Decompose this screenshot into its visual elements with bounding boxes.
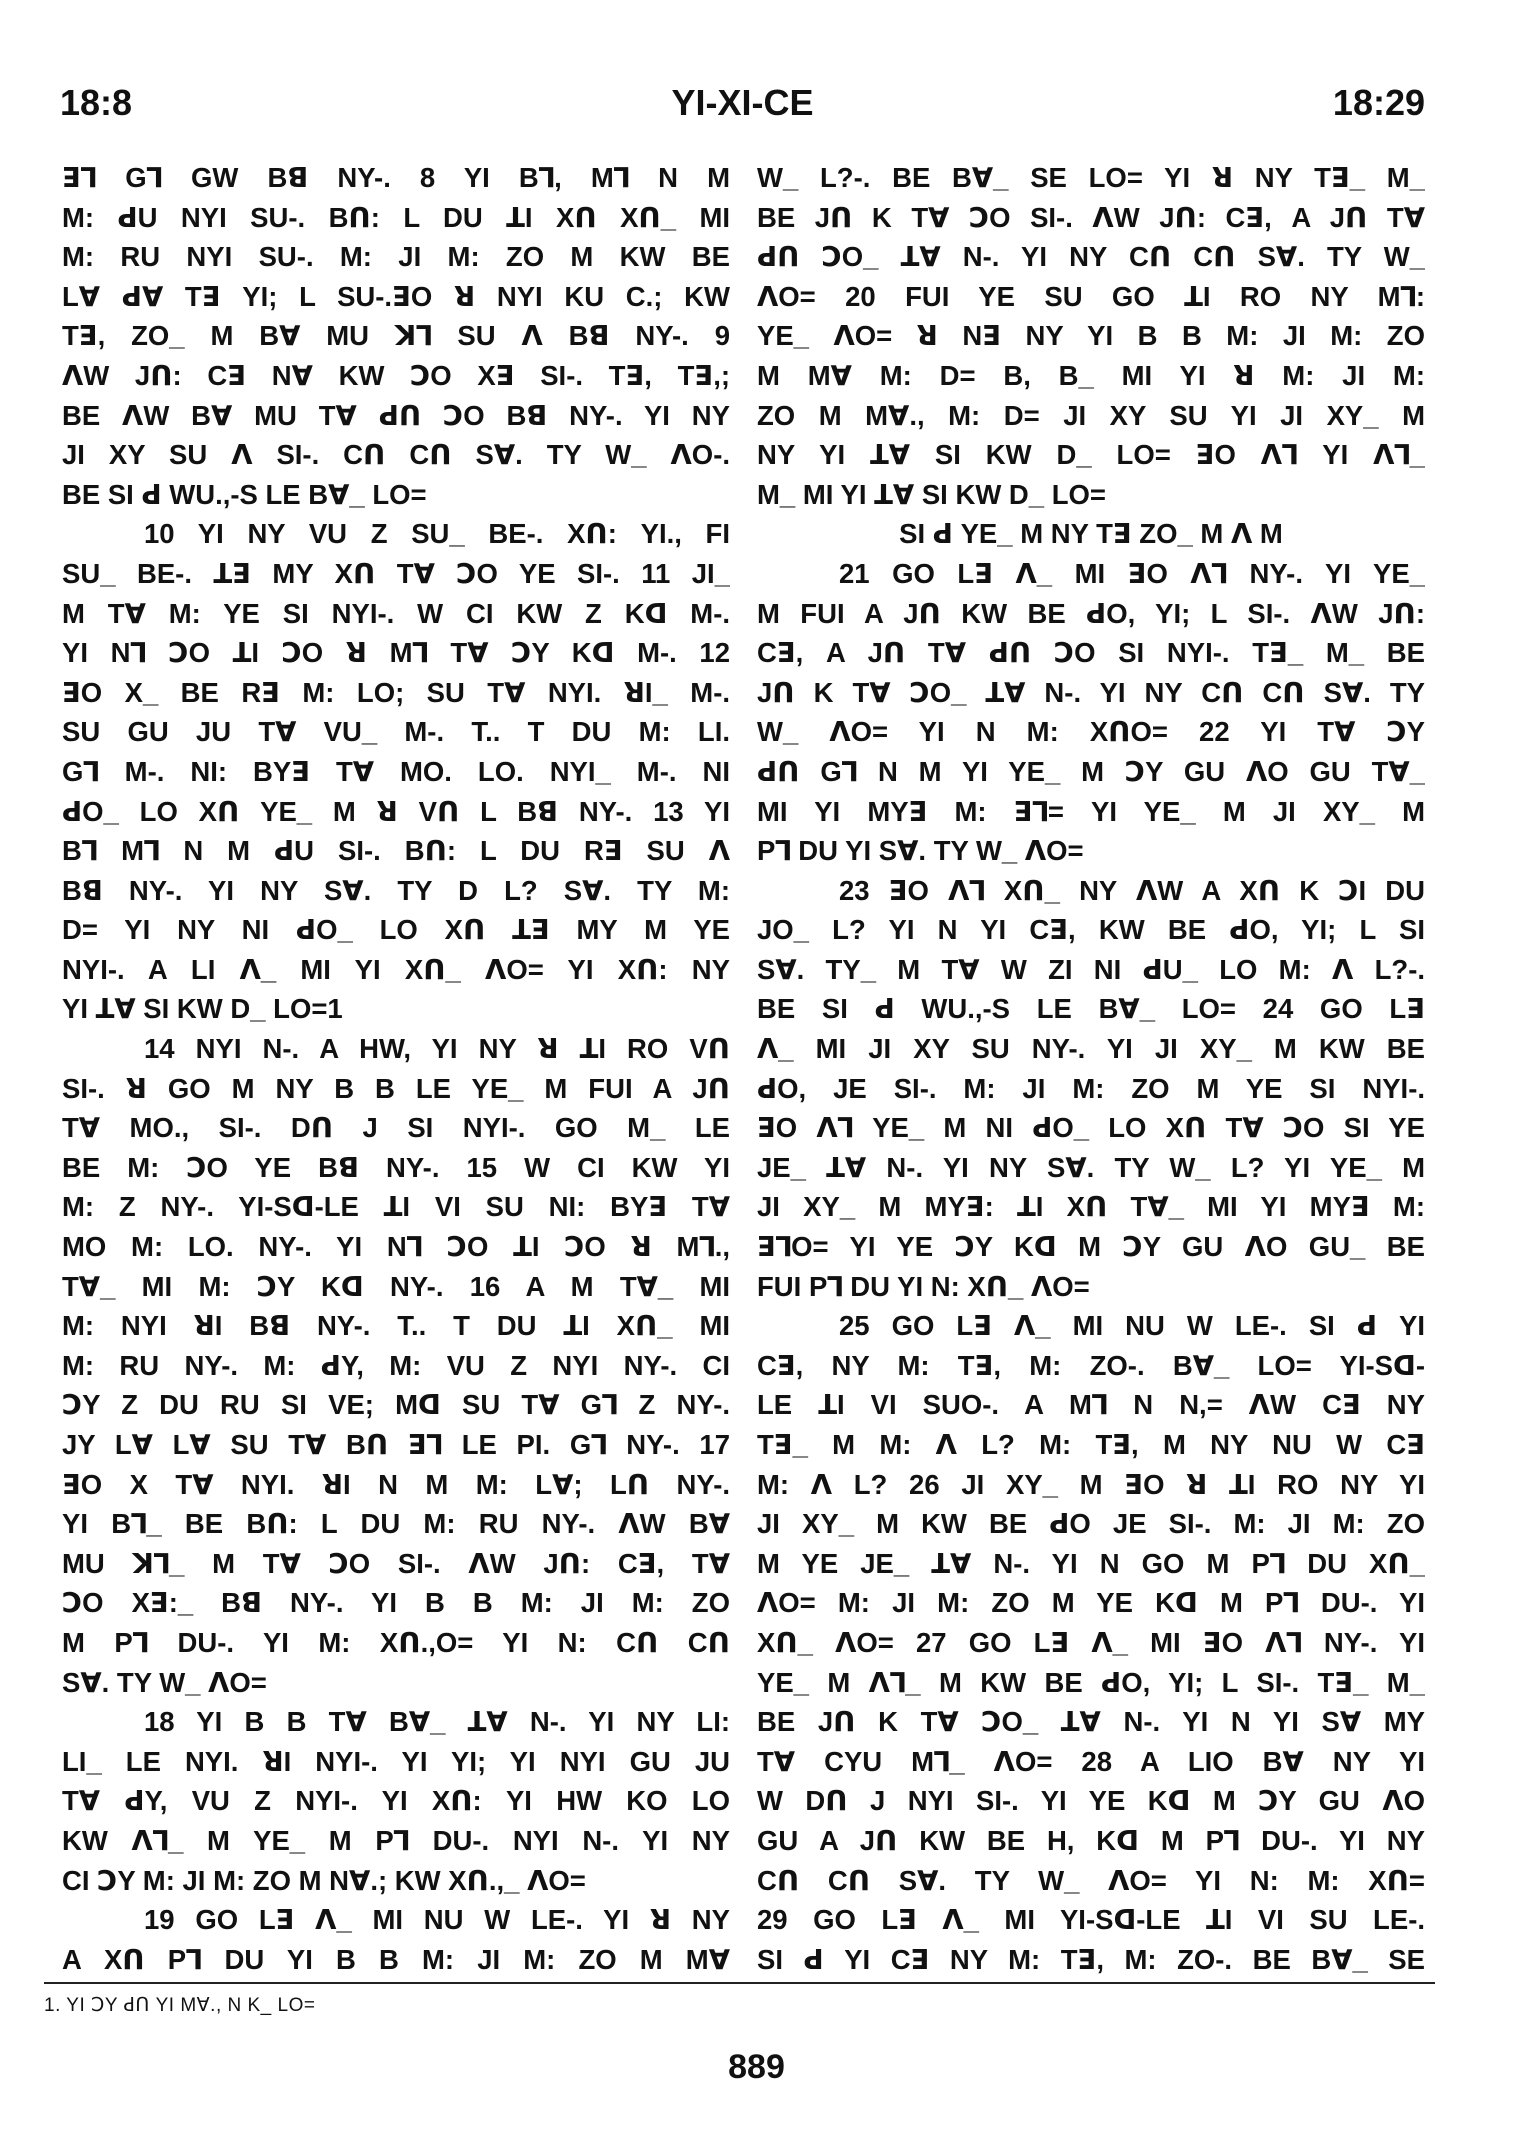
text-line: ꓒꓵ ꓛO_ ꓕꓯ N-. YI NY Cꓵ Cꓵ Sꓯ. TY W_	[757, 241, 1425, 273]
text-line: W_ ꓥO= YI N M: XꓵO= 22 YI Tꓯ ꓛY	[757, 716, 1425, 748]
text-line: Tꓱ, ZO_ M Bꓯ MU ꓘꓶ SU ꓥ Bꓭ NY-. 9	[62, 320, 730, 352]
header-chapter-verse-end: 18:29	[1332, 82, 1425, 123]
text-line: 18 YI B B Tꓯ Bꓯ_ ꓕꓯ N-. YI NY LI:	[144, 1706, 730, 1738]
section-heading: SI ꓒ YE_ M NY Tꓱ ZO_ M ꓥ M	[899, 518, 1283, 550]
text-line: D= YI NY NI ꓒO_ LO Xꓵ ꓕꓱ MY M YE	[62, 914, 730, 946]
text-line: SU GU JU Tꓯ VU_ M-. T.. T DU M: LI.	[62, 716, 730, 748]
text-line: JI XY_ M KW BE ꓒO JE SI-. M: JI M: ZO	[757, 1508, 1425, 1540]
text-line: M YE JE_ ꓕꓯ N-. YI N GO M Pꓶ DU Xꓵ_	[757, 1547, 1425, 1579]
text-line: JI XY_ M MYꓱ: ꓕI Xꓵ Tꓯ_ MI YI MYꓱ M:	[757, 1191, 1425, 1223]
text-line: A Xꓵ Pꓶ DU YI B B M: JI M: ZO M Mꓯ	[62, 1943, 730, 1975]
page-header	[60, 82, 1425, 134]
text-line: NYI-. A LI ꓥ_ MI YI Xꓵ_ ꓥO= YI Xꓵ: NY	[62, 953, 730, 985]
text-line: M Mꓯ M: D= B, B_ MI YI ꓤ M: JI M:	[757, 359, 1425, 391]
text-line: LI_ LE NYI. ꓤI NYI-. YI YI; YI NYI GU JU	[62, 1745, 730, 1777]
text-line: Lꓯ ꓒꓯ Tꓱ YI; L SU-.ꓱO ꓤ NYI KU C.; KW	[62, 280, 730, 312]
header-chapter-verse-start: 18:8	[60, 82, 133, 123]
text-line: ꓥO= 20 FUI YE SU GO ꓕI RO NY Mꓶ:	[757, 280, 1425, 312]
text-line: M Pꓶ DU-. YI M: Xꓵ.,O= YI N: Cꓵ Cꓵ	[62, 1626, 730, 1658]
text-line: Cꓱ, A Jꓵ Tꓯ ꓒꓵ ꓛO SI NYI-. Tꓱ_ M_ BE	[757, 637, 1425, 669]
text-line: JO_ L? YI N YI Cꓱ, KW BE ꓒO, YI; L SI	[757, 914, 1425, 946]
text-line: M: RU NYI SU-. M: JI M: ZO M KW BE	[62, 241, 730, 273]
text-line: SI ꓒ YI Cꓱ NY M: Tꓱ, M: ZO-. BE Bꓯ_ SE	[757, 1943, 1425, 1975]
footnote: 1. YI ꓛY ꓒꓵ YI Mꓯ., N K_ LO=	[44, 1995, 316, 2016]
text-line: M_ MI YI ꓕꓯ SI KW D_ LO=	[757, 478, 1106, 510]
text-line: CI ꓛY M: JI M: ZO M Nꓯ.; KW Xꓵ.,_ ꓥO=	[62, 1864, 586, 1896]
text-line: JY Lꓯ Lꓯ SU Tꓯ Bꓵ ꓱꓶ LE PI. Gꓶ NY-. 17	[62, 1429, 730, 1460]
text-line: Jꓵ K Tꓯ ꓛO_ ꓕꓯ N-. YI NY Cꓵ Cꓵ Sꓯ. TY	[757, 676, 1425, 708]
text-line: Cꓵ Cꓵ Sꓯ. TY W_ ꓥO= YI N: M: Xꓵ=	[757, 1864, 1425, 1896]
text-line: ZO M Mꓯ., M: D= JI XY SU YI JI XY_ M	[757, 399, 1425, 431]
text-line: Xꓵ_ ꓥO= 27 GO Lꓱ ꓥ_ MI ꓱO ꓥꓶ NY-. YI	[757, 1626, 1425, 1658]
text-line: M: ꓒU NYI SU-. Bꓵ: L DU ꓕI Xꓵ Xꓵ_ MI	[62, 201, 730, 233]
text-line: YI Nꓶ ꓛO ꓕI ꓛO ꓤ Mꓶ Tꓯ ꓛY Kꓷ M-. 12	[62, 637, 730, 669]
text-line: 21 GO Lꓱ ꓥ_ MI ꓱO ꓥꓶ NY-. YI YE_	[839, 557, 1425, 589]
text-line: MO M: LO. NY-. YI Nꓶ ꓛO ꓕI ꓛO ꓤ Mꓶ.,	[62, 1231, 730, 1263]
text-line: LE ꓕI VI SUO-. A Mꓶ N N,= ꓥW Cꓱ NY	[757, 1389, 1425, 1421]
text-line: GU A Jꓵ KW BE H, Kꓷ M Pꓶ DU-. YI NY	[757, 1824, 1425, 1856]
text-line: 14 NYI N-. A HW, YI NY ꓤ ꓕI RO Vꓵ	[144, 1033, 730, 1065]
text-line: KW ꓥꓶ_ M YE_ M Pꓶ DU-. NYI N-. YI NY	[62, 1824, 730, 1856]
text-line: M: Z NY-. YI-Sꓷ-LE ꓕI VI SU NI: BYꓱ Tꓯ	[62, 1191, 730, 1223]
text-line: BE Jꓵ K Tꓯ ꓛO SI-. ꓥW Jꓵ: Cꓱ, A Jꓵ Tꓯ	[757, 201, 1425, 233]
text-line: BE M: ꓛO YE Bꓭ NY-. 15 W CI KW YI	[62, 1151, 730, 1183]
text-line: Cꓱ, NY M: Tꓱ, M: ZO-. Bꓯ_ LO= YI-Sꓷ-	[757, 1349, 1425, 1381]
text-line: NY YI ꓕꓯ SI KW D_ LO= ꓱO ꓥꓶ YI ꓥꓶ_	[757, 439, 1425, 471]
right-text-column	[757, 158, 1425, 1979]
text-line: ꓱꓶO= YI YE ꓛY Kꓷ M ꓛY GU ꓥO GU_ BE	[757, 1231, 1425, 1263]
text-line: MI YI MYꓱ M: ꓱꓶ= YI YE_ M JI XY_ M	[757, 795, 1425, 827]
header-book-title: YI-XI-CE	[671, 82, 814, 123]
text-line: BE Jꓵ K Tꓯ ꓛO_ ꓕꓯ N-. YI N YI Sꓯ MY	[757, 1706, 1425, 1738]
text-line: Tꓯ ꓒY, VU Z NYI-. YI Xꓵ: YI HW KO LO	[62, 1785, 730, 1817]
text-line: M Tꓯ M: YE SI NYI-. W CI KW Z Kꓷ M-.	[62, 597, 730, 629]
text-line: Tꓯ CYU Mꓶ_ ꓥO= 28 A LIO Bꓯ NY YI	[757, 1745, 1425, 1777]
text-line: ꓱO X_ BE Rꓱ M: LO; SU Tꓯ NYI. ꓤI_ M-.	[62, 676, 730, 708]
text-line: BE SI ꓒ WU.,-S LE Bꓯ_ LO=	[62, 478, 427, 510]
text-line: SI-. ꓤ GO M NY B B LE YE_ M FUI A Jꓵ	[62, 1072, 730, 1104]
text-line: ꓱO ꓥꓶ YE_ M NI ꓒO_ LO Xꓵ Tꓯ ꓛO SI YE	[757, 1112, 1425, 1144]
text-line: Gꓶ M-. NI: BYꓱ Tꓯ MO. LO. NYI_ M-. NI	[62, 755, 730, 787]
text-line: M FUI A Jꓵ KW BE ꓒO, YI; L SI-. ꓥW Jꓵ:	[757, 597, 1425, 629]
text-line: YE_ M ꓥꓶ_ M KW BE ꓒO, YI; L SI-. Tꓱ_ M_	[757, 1666, 1425, 1698]
text-line: M: NYI ꓤI Bꓭ NY-. T.. T DU ꓕI Xꓵ_ MI	[62, 1310, 730, 1342]
text-line: YE_ ꓥO= ꓤ Nꓱ NY YI B B M: JI M: ZO	[757, 320, 1425, 352]
text-line: Tꓱ_ M M: ꓥ L? M: Tꓱ, M NY NU W Cꓱ	[757, 1429, 1425, 1460]
text-line: Bꓶ Mꓶ N M ꓒU SI-. Bꓵ: L DU Rꓱ SU ꓥ	[62, 835, 730, 867]
text-line: 29 GO Lꓱ ꓥ_ MI YI-Sꓷ-LE ꓕI VI SU LE-.	[757, 1904, 1425, 1936]
text-line: ꓥO= M: JI M: ZO M YE Kꓷ M Pꓶ DU-. YI	[757, 1587, 1425, 1619]
text-line: W_ L?-. BE Bꓯ_ SE LO= YI ꓤ NY Tꓱ_ M_	[757, 162, 1425, 193]
text-line: M: ꓥ L? 26 JI XY_ M ꓱO ꓤ ꓕI RO NY YI	[757, 1468, 1425, 1500]
text-line: MU ꓘꓶ_ M Tꓯ ꓛO SI-. ꓥW Jꓵ: Cꓱ, Tꓯ	[62, 1547, 730, 1579]
text-line: 19 GO Lꓱ ꓥ_ MI NU W LE-. YI ꓤ NY	[144, 1904, 730, 1936]
left-text-column	[62, 158, 730, 1979]
text-line: ꓛO Xꓱ:_ Bꓭ NY-. YI B B M: JI M: ZO	[62, 1587, 730, 1619]
text-line: 23 ꓱO ꓥꓶ Xꓵ_ NY ꓥW A Xꓵ K ꓛI DU	[839, 874, 1425, 906]
text-line: ꓥW Jꓵ: Cꓱ Nꓯ KW ꓛO Xꓱ SI-. Tꓱ, Tꓱ,;	[62, 359, 730, 391]
text-line: M: RU NY-. M: ꓒY, M: VU Z NYI NY-. CI	[62, 1349, 730, 1381]
text-line: BE SI ꓒ WU.,-S LE Bꓯ_ LO= 24 GO Lꓱ	[757, 993, 1425, 1025]
text-line: YI Bꓶ_ BE Bꓵ: L DU M: RU NY-. ꓥW Bꓯ	[62, 1508, 730, 1540]
text-line: ꓒꓵ Gꓶ N M YI YE_ M ꓛY GU ꓥO GU Tꓯ_	[757, 755, 1425, 787]
text-line: ꓥ_ MI JI XY SU NY-. YI JI XY_ M KW BE	[757, 1033, 1425, 1065]
text-line: Sꓯ. TY W_ ꓥO=	[62, 1666, 267, 1698]
text-line: YI ꓕꓯ SI KW D_ LO=1	[62, 993, 343, 1025]
text-line: JI XY SU ꓥ SI-. Cꓵ Cꓵ Sꓯ. TY W_ ꓥO-.	[62, 439, 730, 471]
text-line: ꓒO, JE SI-. M: JI M: ZO M YE SI NYI-.	[757, 1072, 1425, 1104]
text-line: ꓱꓶ Gꓶ GW Bꓭ NY-. 8 YI Bꓶ, Mꓶ N M	[62, 162, 730, 193]
text-line: Pꓶ DU YI Sꓯ. TY W_ ꓥO=	[757, 835, 1084, 867]
footnote-divider	[44, 1982, 1435, 1984]
text-line: Sꓯ. TY_ M Tꓯ W ZI NI ꓒU_ LO M: ꓥ L?-.	[757, 953, 1425, 985]
text-line: JE_ ꓕꓯ N-. YI NY Sꓯ. TY W_ L? YI YE_ M	[757, 1151, 1425, 1183]
text-line: Bꓭ NY-. YI NY Sꓯ. TY D L? Sꓯ. TY M:	[62, 874, 730, 906]
text-line: FUI Pꓶ DU YI N: Xꓵ_ ꓥO=	[757, 1270, 1090, 1302]
text-line: Tꓯ MO., SI-. Dꓵ J SI NYI-. GO M_ LE	[62, 1112, 730, 1144]
text-line: ꓛY Z DU RU SI VE; Mꓷ SU Tꓯ Gꓶ Z NY-.	[62, 1389, 730, 1421]
text-line: SU_ BE-. ꓕꓱ MY Xꓵ Tꓯ ꓛO YE SI-. 11 JI_	[62, 557, 730, 589]
text-line: W Dꓵ J NYI SI-. YI YE Kꓷ M ꓛY GU ꓥO	[757, 1785, 1425, 1817]
text-line: ꓱO X Tꓯ NYI. ꓤI N M M: Lꓯ; Lꓵ NY-.	[62, 1468, 730, 1500]
text-line: 25 GO Lꓱ ꓥ_ MI NU W LE-. SI ꓒ YI	[839, 1310, 1425, 1342]
text-line: BE ꓥW Bꓯ MU Tꓯ ꓒꓵ ꓛO Bꓭ NY-. YI NY	[62, 399, 730, 431]
text-line: ꓒO_ LO Xꓵ YE_ M ꓤ Vꓵ L Bꓭ NY-. 13 YI	[62, 795, 730, 827]
text-line: Tꓯ_ MI M: ꓛY Kꓷ NY-. 16 A M Tꓯ_ MI	[62, 1270, 730, 1302]
text-line: 10 YI NY VU Z SU_ BE-. Xꓵ: YI., FI	[144, 518, 730, 550]
page-number: 889	[728, 2048, 785, 2086]
